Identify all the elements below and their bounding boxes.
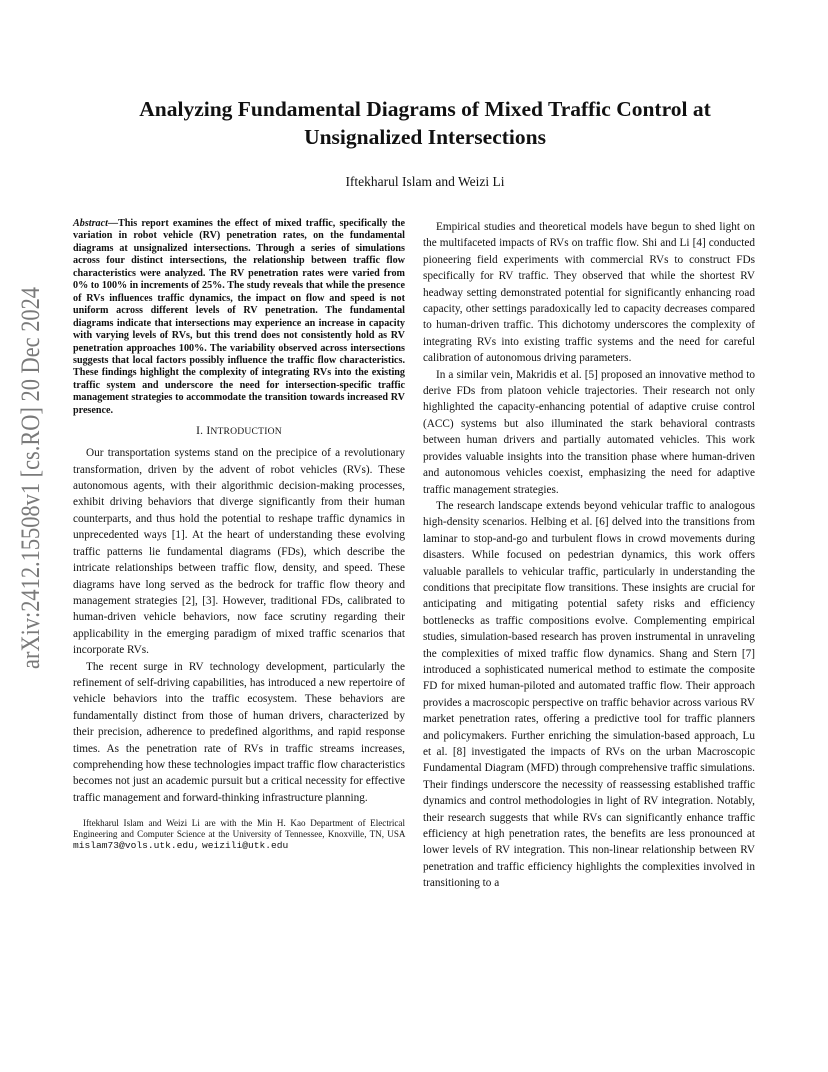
arxiv-identifier-stamp bbox=[12, 285, 48, 670]
body-paragraph-2: In a similar vein, Makridis et al. [5] proposed an innovative method to derive FDs from platoon vehicle trajectories. Their research not only highlighted the capacity-enhancing potential of adaptive cruise control (ACC) systems but also illuminated the stark behavioral contrasts between human drivers and partially automated vehicles. This work provides valuable insights into the transition phase where human-driven and autonomous vehicles coexist, emphasizing the need for adaptive traffic management strategies. bbox=[423, 368, 755, 496]
body-paragraph-3: The research landscape extends beyond vehicular traffic to analogous high-density scenarios. Helbing et al. [6] delved into the transitions from laminar to stop-and-go and turbulent flows in crowd movements during disasters. While focused on pedestrian dynamics, this work offers valuable parallels to vehicular traffic, particularly in understanding the conditions that precipitate flow transitions. These insights are crucial for anticipating and mitigating potential safety risks and efficiency bottlenecks as traffic compositions evolve. Complementing empirical studies, simulation-based research has proven instrumental in unraveling the complexities of mixed traffic flow dynamics. Shang and Stern [7] introduced a sophisticated numerical method to estimate the composite FD for mixed human-piloted and automated traffic flow. Their approach provides a macroscopic perspective on traffic behavior across various RV market penetration rates, offering a predictive tool for traffic planners and policymakers. Further enriching the simulation-based approach, Lu et al. [8] investigated the impacts of RVs on the urban Macroscopic Fundamental Diagram (MFD) through comprehensive traffic simulations. Their findings underscore the necessity of reassessing established traffic dynamics and control methodologies in light of RV integration. Notably, their research suggests that while RVs can significantly enhance traffic efficiency at high penetration rates, the benefits are less pronounced at lower levels of RV integration. This non-linear relationship between RV penetration and traffic efficiency highlights the complexities involved in transitioning to a bbox=[423, 499, 755, 890]
arxiv-stamp-text: arXiv:2412.15508v1 [cs.RO] 20 Dec 2024 bbox=[15, 285, 45, 669]
body-paragraph-1: Empirical studies and theoretical models have begun to shed light on the multifaceted impacts of RVs on traffic flow. Shi and Li [4] conducted pioneering field experiments with commercial RVs to construct FDs specifically for RV traffic. They observed that while the shortest RV headway setting demonstrated potential for significantly enhancing road capacity, other settings paradoxically led to capacity decreases compared to human-driven traffic. This dichotomy underscores the complexity of integrating RVs into existing traffic systems and the need for careful calibration of autonomous driving parameters. bbox=[423, 221, 755, 365]
author-email-2: weizili@utk.edu bbox=[201, 840, 289, 852]
intro-paragraph-2: The recent surge in RV technology development, particularly the refinement of self-driving capabilities, has introduced a new repertoire of vehicle behaviors into the traffic ecosystem. These behaviors are fundamentally distinct from those of human drivers, characterized by their precision, adherence to predefined algorithms, and rapid response times. As the penetration rate of RVs in traffic streams increases, comprehending how these technologies impact traffic flow characteristics becomes not just an academic pursuit but a critical necessity for effective traffic management and forward-thinking infrastructure planning. bbox=[73, 660, 405, 804]
paper-title bbox=[80, 95, 770, 151]
footnote-text: Iftekharul Islam and Weizi Li are with the Min H. Kao Department of Electrical Engineering and Computer Science at the University of Tennessee, Knoxville, TN, USA bbox=[73, 818, 405, 840]
title-line-2: Unsignalized Intersections bbox=[304, 125, 546, 149]
section-heading-introduction bbox=[73, 417, 405, 445]
section-title-initial: I bbox=[206, 425, 211, 438]
author-affiliation-footnote bbox=[73, 818, 405, 851]
intro-paragraph-1: Our transportation systems stand on the precipice of a revolutionary transformation, driven by the advent of robot vehicles (RVs). These autonomous agents, with their algorithmic decision-making processes, exhibit driving behaviors that diverge significantly from their human counterparts, and thus hold the potential to reshape traffic dynamics in unprecedented ways [1]. At the heart of understanding these evolving traffic patterns lie fundamental diagrams (FDs), which describe the intricate relationships between traffic flow, density, and speed. These diagrams have long served as the bedrock for traffic flow theory and management strategies [2], [3]. However, traditional FDs, calibrated to human-driven vehicle behaviors, now face scrutiny regarding their applicability in the emerging paradigm of mixed traffic scenarios that incorporate RVs. bbox=[73, 447, 405, 657]
left-column bbox=[73, 218, 405, 851]
abstract-label: Abstract bbox=[73, 218, 108, 229]
author-email-1: mislam73@vols.utk.edu, bbox=[73, 840, 200, 852]
author-list: Iftekharul Islam and Weizi Li bbox=[345, 174, 505, 189]
section-title-rest: NTRODUCTION bbox=[210, 426, 282, 438]
abstract-text: This report examines the effect of mixed traffic, specifically the variation in robot vehicle (RV) penetration rates, on the fundamental diagrams at unsignalized intersections. Through a series of simulations across four distinct intersections, the relationship between traffic flow characteristics were analyzed. The RV penetration rates were varied from 0% to 100% in increments of 25%. The study reveals that while the presence of RVs influences traffic dynamics, the impact on flow and speed is not uniform across different levels of RV penetration. The fundamental diagrams indicate that intersections may experience an increase in capacity with varying levels of RVs, but this trend does not consistently hold as RV penetration approaches 100%. The variability observed across intersections suggests that local factors possibly influence the traffic flow characteristics. These findings highlight the complexity of integrating RVs into the existing traffic system and underscore the need for intersection-specific traffic management strategies to accommodate the transition towards increased RV presence. bbox=[73, 218, 405, 416]
right-column bbox=[423, 219, 755, 892]
section-numeral: I. bbox=[196, 425, 204, 438]
abstract bbox=[73, 218, 405, 417]
title-line-1: Analyzing Fundamental Diagrams of Mixed Traffic Control at bbox=[139, 97, 711, 121]
abstract-dash: — bbox=[107, 218, 119, 229]
